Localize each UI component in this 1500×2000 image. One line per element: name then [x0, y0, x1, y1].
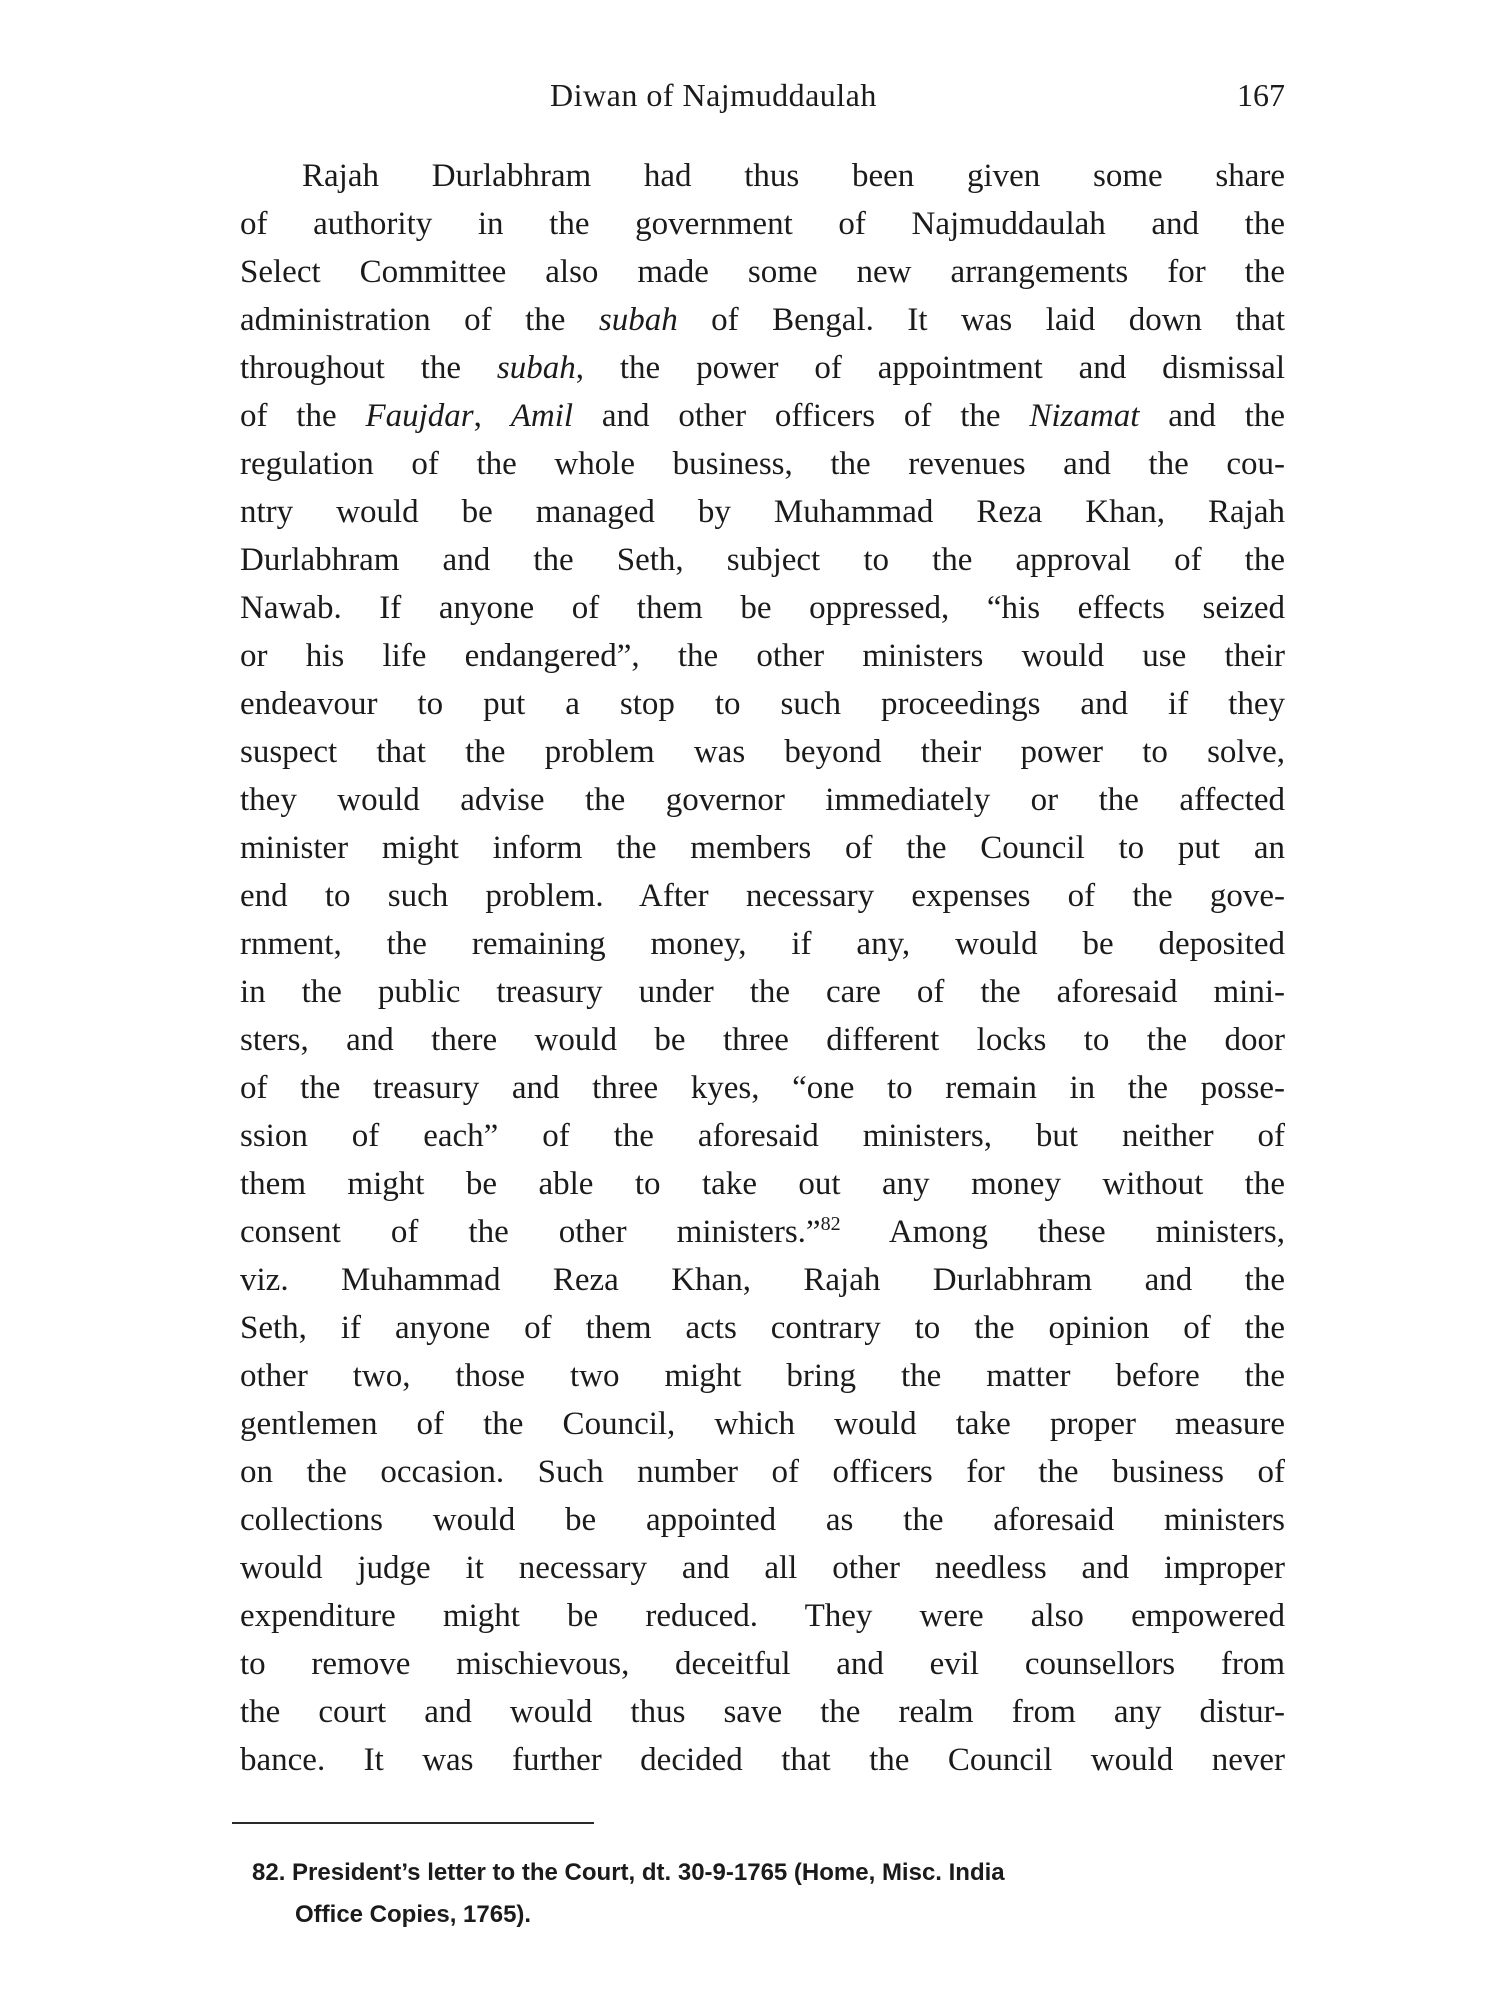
text-line: on the occasion. Such number of officers for the business of	[240, 1454, 1285, 1490]
text-line: Select Committee also made some new arrangements for the	[240, 254, 1285, 290]
text-line: gentlemen of the Council, which would take proper measure	[240, 1406, 1285, 1442]
text-line: collections would be appointed as the aforesaid ministers	[240, 1502, 1285, 1538]
page-header	[240, 70, 1285, 120]
text-line: Nawab. If anyone of them be oppressed, “his effects seized	[240, 590, 1285, 626]
text-line: end to such problem. After necessary expenses of the gove-	[240, 878, 1285, 914]
text-line: rnment, the remaining money, if any, would be deposited	[240, 926, 1285, 962]
text-line: throughout the subah, the power of appointment and dismissal	[240, 350, 1285, 386]
text-line: endeavour to put a stop to such proceedings and if they	[240, 686, 1285, 722]
text-line: ntry would be managed by Muhammad Reza Khan, Rajah	[240, 494, 1285, 530]
footnote-line: 82. President’s letter to the Court, dt. 30-9-1765 (Home, Misc. India	[252, 1859, 1005, 1886]
footnote-line: Office Copies, 1765).	[295, 1901, 532, 1928]
text-line: to remove mischievous, deceitful and evil counsellors from	[240, 1646, 1285, 1682]
text-line: bance. It was further decided that the Council would never	[240, 1742, 1285, 1778]
page-number: 167	[1237, 77, 1285, 113]
text-line: viz. Muhammad Reza Khan, Rajah Durlabhram and the	[240, 1262, 1285, 1298]
text-line: would judge it necessary and all other needless and improper	[240, 1550, 1285, 1586]
text-line: in the public treasury under the care of the aforesaid mini-	[240, 974, 1285, 1010]
text-line: minister might inform the members of the Council to put an	[240, 830, 1285, 866]
text-line: or his life endangered”, the other ministers would use their	[240, 638, 1285, 674]
text-line: them might be able to take out any money without the	[240, 1166, 1285, 1202]
text-line: ssion of each” of the aforesaid ministers, but neither of	[240, 1118, 1285, 1154]
text-line: Seth, if anyone of them acts contrary to the opinion of the	[240, 1310, 1285, 1346]
text-line: other two, those two might bring the matter before the	[240, 1358, 1285, 1394]
text-line: expenditure might be reduced. They were also empowered	[240, 1598, 1285, 1634]
running-head: Diwan of Najmuddaulah	[550, 77, 877, 113]
text-line: Rajah Durlabhram had thus been given some share	[302, 158, 1285, 194]
text-line: administration of the subah of Bengal. It was laid down that	[240, 302, 1285, 338]
footnote-divider	[232, 1822, 594, 1824]
text-line: suspect that the problem was beyond their power to solve,	[240, 734, 1285, 770]
text-line: of authority in the government of Najmuddaulah and the	[240, 206, 1285, 242]
text-line: Durlabhram and the Seth, subject to the approval of the	[240, 542, 1285, 578]
text-line: consent of the other ministers.”$^{82}$ Among these ministers,	[240, 1213, 1286, 1250]
body-paragraph	[240, 152, 1285, 1784]
text-line: of the treasury and three kyes, “one to remain in the posse-	[240, 1070, 1285, 1106]
footnote	[252, 1852, 1282, 1936]
text-line: regulation of the whole business, the revenues and the cou-	[240, 446, 1285, 482]
text-line: the court and would thus save the realm from any distur-	[240, 1694, 1285, 1730]
text-line: they would advise the governor immediately or the affected	[240, 782, 1285, 818]
text-line: sters, and there would be three different locks to the door	[240, 1022, 1285, 1058]
text-line: of the Faujdar, Amil and other officers of the Nizamat and the	[240, 398, 1286, 434]
